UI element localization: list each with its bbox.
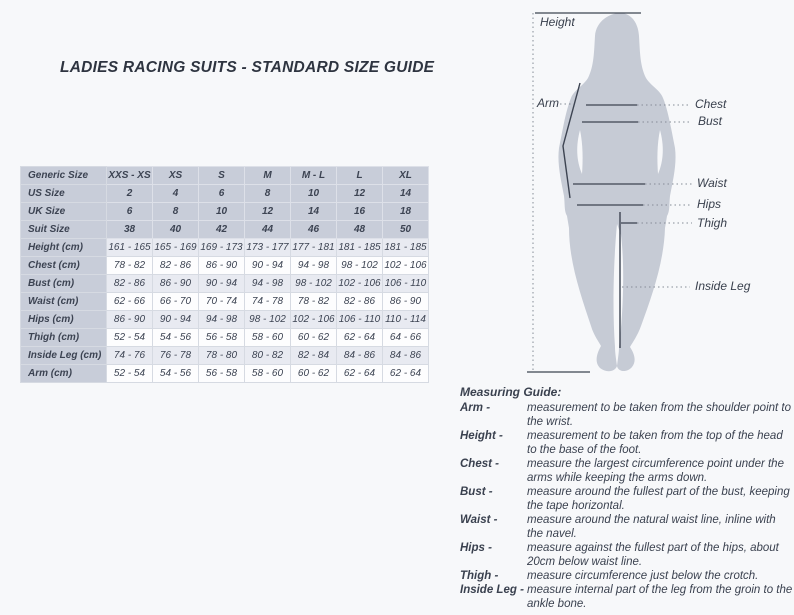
row-label: Bust (cm): [21, 275, 107, 293]
size-cell: 58 - 60: [245, 365, 291, 383]
size-cell: 44: [245, 221, 291, 239]
size-cell: 90 - 94: [153, 311, 199, 329]
guide-term: Hips -: [460, 542, 492, 554]
table-row: [21, 311, 429, 329]
guide-definition: measurement to be taken from the shoulder point to the wrist.: [527, 402, 792, 428]
size-cell: 10: [291, 185, 337, 203]
size-cell: 14: [291, 203, 337, 221]
figure-label-inside-leg: Inside Leg: [695, 279, 751, 293]
row-label: Suit Size: [21, 221, 107, 239]
measuring-guide-heading: Measuring Guide:: [460, 385, 562, 399]
table-row: [21, 275, 429, 293]
guide-item: [460, 569, 794, 583]
guide-definition: measure around the natural waist line, inline with the navel.: [527, 514, 776, 540]
size-cell: 62 - 64: [383, 365, 429, 383]
size-cell: 8: [153, 203, 199, 221]
size-cell: 82 - 86: [337, 293, 383, 311]
size-cell: 169 - 173: [199, 239, 245, 257]
guide-definition: measure around the fullest part of the bust, keeping the tape horizontal.: [527, 486, 790, 512]
size-cell: 52 - 54: [107, 365, 153, 383]
size-cell: 78 - 82: [291, 293, 337, 311]
guide-term: Arm -: [460, 402, 491, 414]
table-row: [21, 185, 429, 203]
guide-term: Thigh -: [460, 570, 499, 582]
row-label: Inside Leg (cm): [21, 347, 107, 365]
size-cell: 56 - 58: [199, 365, 245, 383]
figure-label-height: Height: [540, 15, 575, 29]
size-cell: 16: [337, 203, 383, 221]
table-row: [21, 203, 429, 221]
size-cell: S: [199, 167, 245, 185]
size-cell: 98 - 102: [337, 257, 383, 275]
figure-label-arm: Arm: [537, 96, 559, 110]
size-cell: 18: [383, 203, 429, 221]
guide-item: [460, 457, 794, 485]
guide-item: [460, 583, 794, 611]
size-cell: 173 - 177: [245, 239, 291, 257]
size-cell: 86 - 90: [153, 275, 199, 293]
size-cell: 40: [153, 221, 199, 239]
size-cell: XS: [153, 167, 199, 185]
body-measurement-diagram: [520, 0, 794, 390]
size-table: [20, 166, 429, 383]
size-cell: 78 - 80: [199, 347, 245, 365]
guide-definition: measurement to be taken from the top of the head to the base of the foot.: [527, 430, 783, 456]
row-label: US Size: [21, 185, 107, 203]
measuring-guide-list: [460, 401, 794, 611]
size-cell: 4: [153, 185, 199, 203]
size-cell: 54 - 56: [153, 365, 199, 383]
guide-item: [460, 541, 794, 569]
size-cell: 161 - 165: [107, 239, 153, 257]
size-cell: 12: [245, 203, 291, 221]
size-cell: 62 - 66: [107, 293, 153, 311]
table-row: [21, 221, 429, 239]
size-cell: XXS - XS: [107, 167, 153, 185]
size-cell: 84 - 86: [337, 347, 383, 365]
table-row: [21, 239, 429, 257]
size-cell: 181 - 185: [337, 239, 383, 257]
size-cell: 54 - 56: [153, 329, 199, 347]
row-label: Height (cm): [21, 239, 107, 257]
size-cell: 110 - 114: [383, 311, 429, 329]
size-cell: M - L: [291, 167, 337, 185]
size-cell: 82 - 84: [291, 347, 337, 365]
row-label: Hips (cm): [21, 311, 107, 329]
size-cell: 74 - 76: [107, 347, 153, 365]
size-cell: 82 - 86: [107, 275, 153, 293]
figure-label-thigh: Thigh: [697, 216, 728, 230]
size-cell: 56 - 58: [199, 329, 245, 347]
size-cell: L: [337, 167, 383, 185]
size-cell: 2: [107, 185, 153, 203]
female-silhouette-figure: [520, 0, 794, 390]
size-cell: 52 - 54: [107, 329, 153, 347]
guide-definition: measure circumference just below the crotch.: [527, 570, 759, 582]
figure-label-waist: Waist: [697, 176, 727, 190]
guide-term: Bust -: [460, 486, 493, 498]
row-label: Arm (cm): [21, 365, 107, 383]
size-cell: 60 - 62: [291, 329, 337, 347]
row-label: Thigh (cm): [21, 329, 107, 347]
guide-term: Chest -: [460, 458, 499, 470]
size-cell: 50: [383, 221, 429, 239]
size-cell: 62 - 64: [337, 365, 383, 383]
size-cell: 98 - 102: [245, 311, 291, 329]
size-cell: 80 - 82: [245, 347, 291, 365]
page-title: LADIES RACING SUITS - STANDARD SIZE GUIDE: [60, 59, 435, 76]
size-cell: 74 - 78: [245, 293, 291, 311]
size-cell: 94 - 98: [291, 257, 337, 275]
size-cell: 60 - 62: [291, 365, 337, 383]
size-cell: 165 - 169: [153, 239, 199, 257]
size-cell: 94 - 98: [199, 311, 245, 329]
table-row: [21, 329, 429, 347]
size-cell: 84 - 86: [383, 347, 429, 365]
size-cell: 48: [337, 221, 383, 239]
measuring-guide: [460, 385, 794, 611]
guide-item: [460, 485, 794, 513]
size-cell: 64 - 66: [383, 329, 429, 347]
guide-definition: measure against the fullest part of the hips, about 20cm below waist line.: [527, 542, 779, 568]
figure-label-chest: Chest: [695, 97, 727, 111]
size-cell: 106 - 110: [337, 311, 383, 329]
size-cell: 90 - 94: [245, 257, 291, 275]
size-cell: 106 - 110: [383, 275, 429, 293]
size-cell: 6: [107, 203, 153, 221]
size-cell: 82 - 86: [153, 257, 199, 275]
size-cell: XL: [383, 167, 429, 185]
size-cell: 177 - 181: [291, 239, 337, 257]
size-cell: 102 - 106: [383, 257, 429, 275]
size-cell: 10: [199, 203, 245, 221]
size-cell: 62 - 64: [337, 329, 383, 347]
row-label: UK Size: [21, 203, 107, 221]
table-row: [21, 293, 429, 311]
size-cell: 6: [199, 185, 245, 203]
size-cell: 58 - 60: [245, 329, 291, 347]
size-cell: 46: [291, 221, 337, 239]
table-row: [21, 257, 429, 275]
row-label: Waist (cm): [21, 293, 107, 311]
table-row: [21, 365, 429, 383]
size-cell: 102 - 106: [291, 311, 337, 329]
size-cell: 86 - 90: [199, 257, 245, 275]
row-label: Generic Size: [21, 167, 107, 185]
size-cell: 42: [199, 221, 245, 239]
guide-term: Inside Leg -: [460, 584, 524, 596]
size-cell: 94 - 98: [245, 275, 291, 293]
guide-item: [460, 401, 794, 429]
size-cell: 86 - 90: [107, 311, 153, 329]
figure-label-bust: Bust: [698, 114, 723, 128]
guide-item: [460, 513, 794, 541]
guide-definition: measure internal part of the leg from the groin to the ankle bone.: [527, 584, 793, 610]
guide-term: Waist -: [460, 514, 498, 526]
guide-term: Height -: [460, 430, 503, 442]
guide-definition: measure the largest circumference point under the arms while keeping the arms down.: [527, 458, 784, 484]
size-cell: 86 - 90: [383, 293, 429, 311]
size-cell: 66 - 70: [153, 293, 199, 311]
size-cell: 12: [337, 185, 383, 203]
row-label: Chest (cm): [21, 257, 107, 275]
size-cell: 70 - 74: [199, 293, 245, 311]
size-cell: M: [245, 167, 291, 185]
guide-item: [460, 429, 794, 457]
size-cell: 14: [383, 185, 429, 203]
size-cell: 76 - 78: [153, 347, 199, 365]
size-cell: 8: [245, 185, 291, 203]
table-row: [21, 347, 429, 365]
size-cell: 102 - 106: [337, 275, 383, 293]
size-cell: 181 - 185: [383, 239, 429, 257]
size-cell: 38: [107, 221, 153, 239]
female-body-silhouette: [558, 13, 675, 371]
size-cell: 90 - 94: [199, 275, 245, 293]
size-cell: 78 - 82: [107, 257, 153, 275]
size-cell: 98 - 102: [291, 275, 337, 293]
table-row: [21, 167, 429, 185]
figure-label-hips: Hips: [697, 197, 722, 211]
